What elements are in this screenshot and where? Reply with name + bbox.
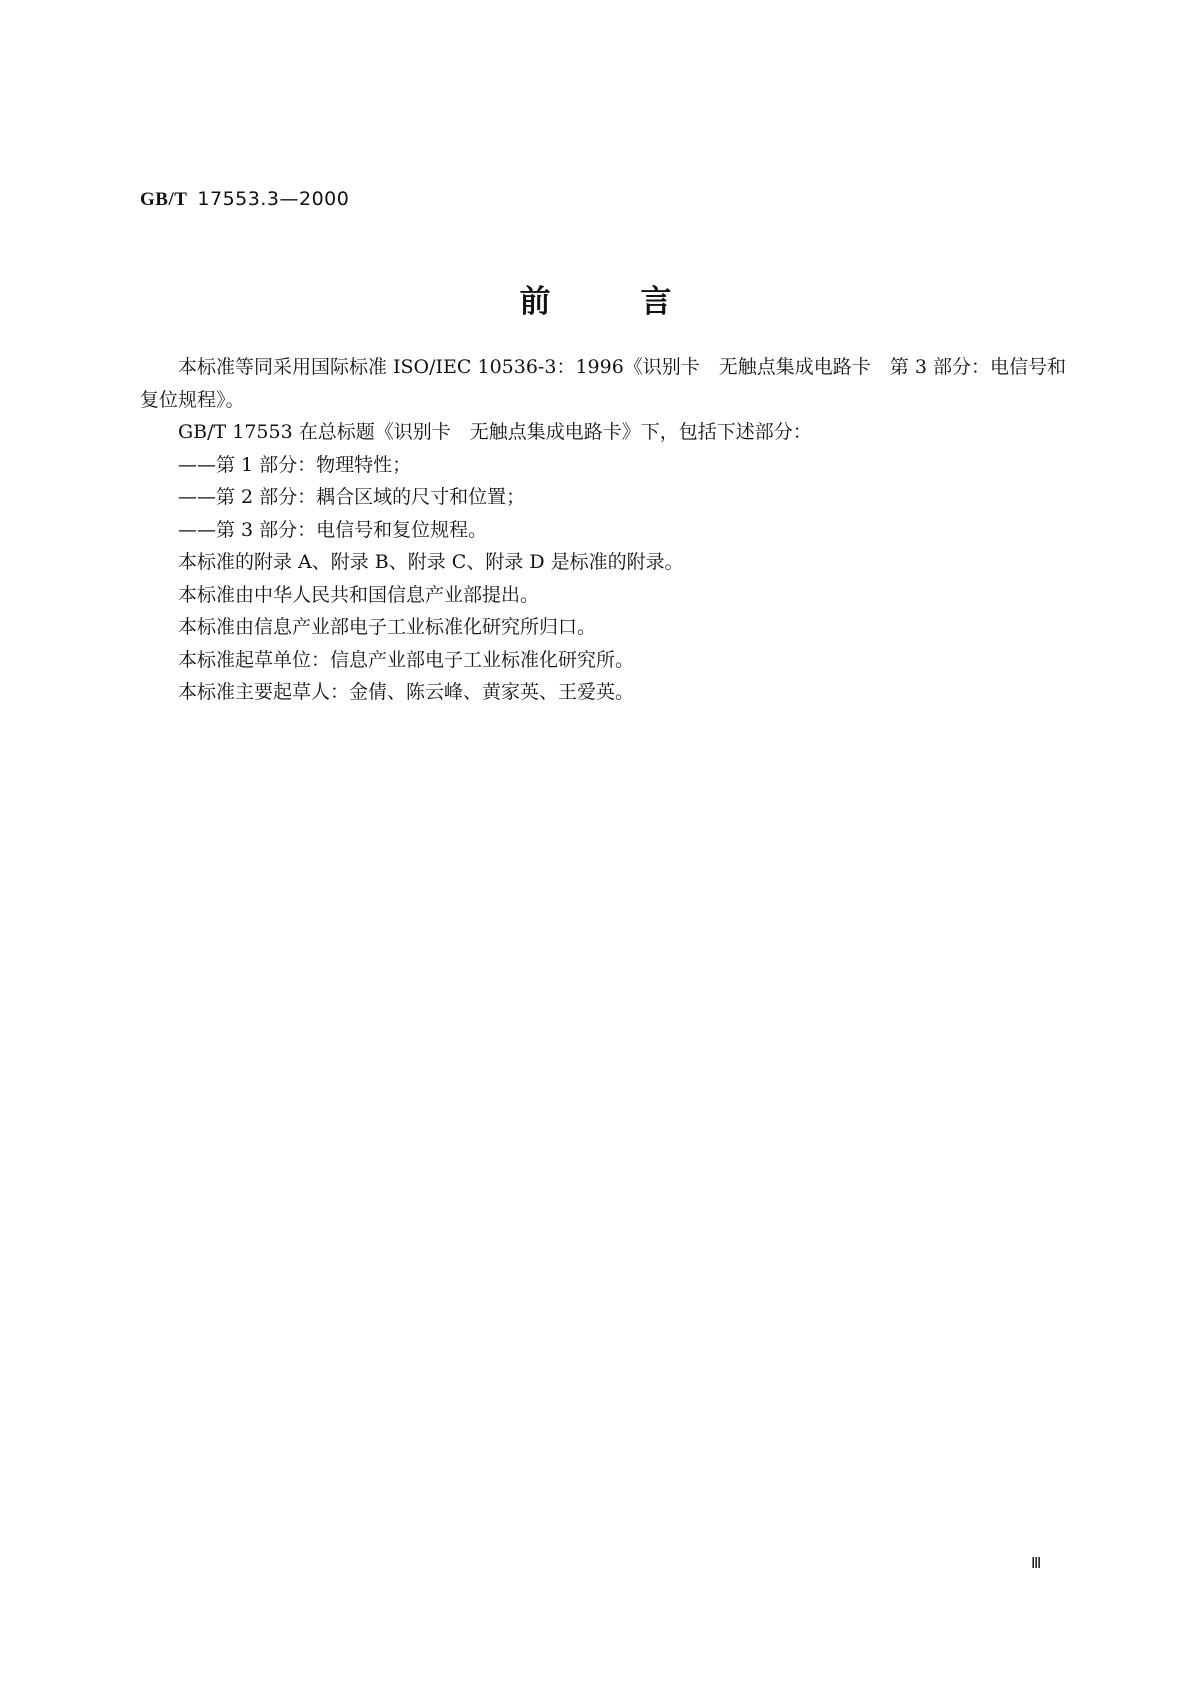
list-item-part-1: ——第 1 部分：物理特性；	[178, 453, 412, 476]
paragraph-series: GB/T 17553 在总标题《识别卡 无触点集成电路卡》下，包括下述部分：	[178, 421, 812, 443]
page-title	[0, 284, 1191, 320]
paragraph-drafting-unit: 本标准起草单位：信息产业部电子工业标准化研究所。	[178, 648, 635, 671]
standard-prefix: GB/T	[140, 189, 188, 210]
paragraph-administrator: 本标准由信息产业部电子工业标准化研究所归口。	[178, 616, 597, 638]
page-number: Ⅲ	[1031, 1556, 1042, 1572]
standard-number	[140, 188, 349, 211]
paragraph-proposer: 本标准由中华人民共和国信息产业部提出。	[178, 583, 540, 606]
list-item-part-2: ——第 2 部分：耦合区域的尺寸和位置；	[178, 486, 526, 508]
foreword-body	[140, 351, 1067, 709]
title-char-1: 前	[519, 284, 551, 320]
paragraph-drafters: 本标准主要起草人：金倩、陈云峰、黄家英、王爱英。	[178, 681, 635, 703]
title-char-2: 言	[640, 284, 672, 320]
list-item-part-3: ——第 3 部分：电信号和复位规程。	[178, 518, 488, 541]
standard-code: 17553.3—2000	[197, 188, 350, 210]
paragraph-annexes: 本标准的附录 A、附录 B、附录 C、附录 D 是标准的附录。	[178, 551, 684, 573]
paragraph-adoption: 本标准等同采用国际标准 ISO/IEC 10536-3：1996《识别卡 无触点集成电路卡 第 3 部分：电信号和复位规程》。	[140, 356, 1066, 411]
